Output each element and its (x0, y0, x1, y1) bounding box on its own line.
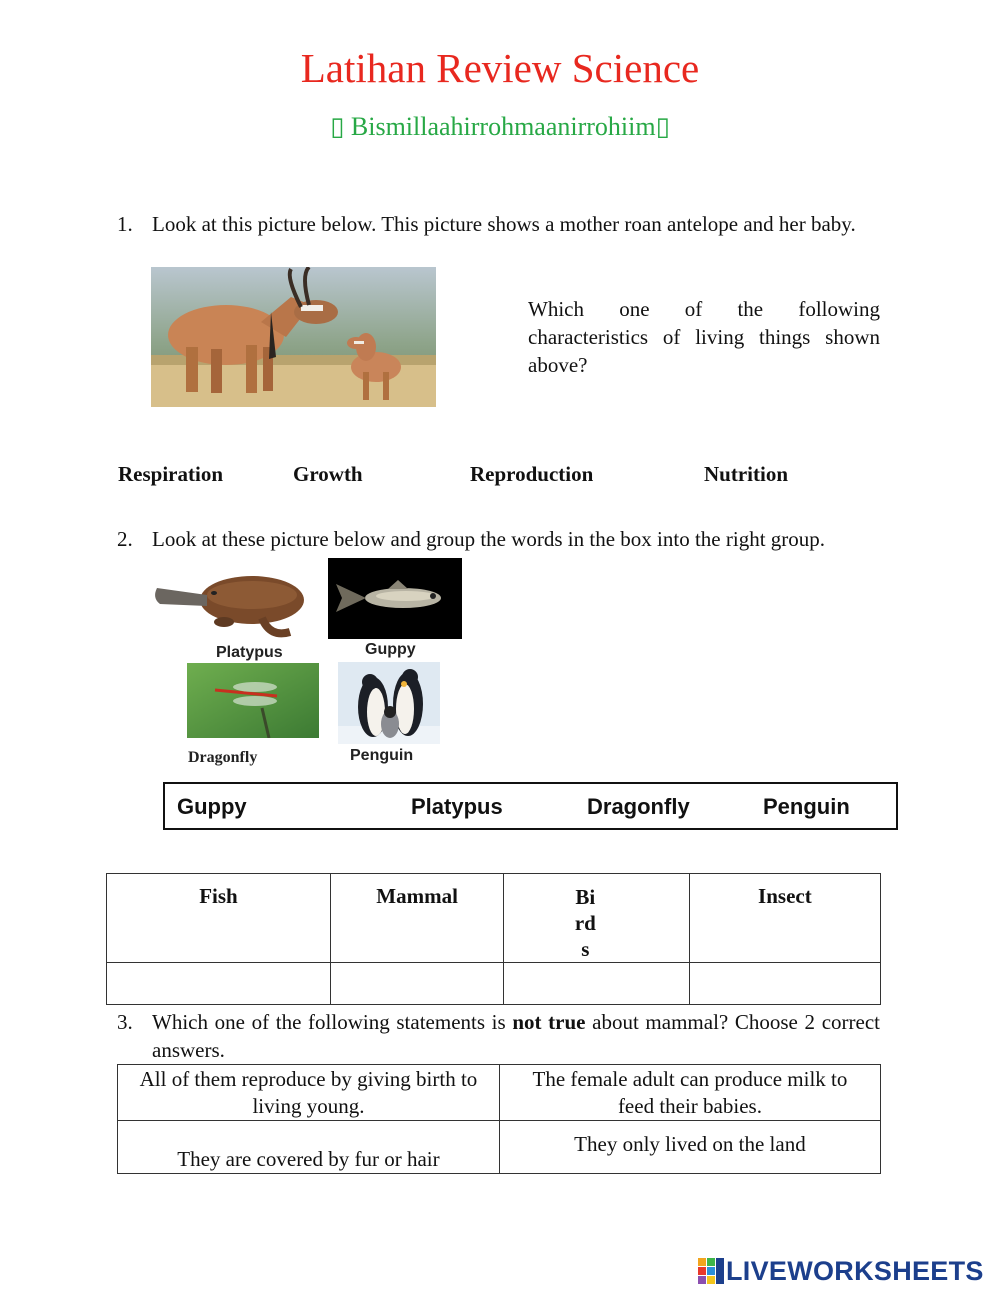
word-dragonfly[interactable]: Dragonfly (587, 794, 690, 819)
question-1-number: 1. (117, 212, 133, 236)
question-2-text: Look at these picture below and group the words in the box into the right group. (152, 527, 826, 551)
word-platypus[interactable]: Platypus (411, 794, 503, 819)
header-insect: Insect (689, 874, 880, 963)
question-1-side-question: Which one of the following characteristics of living things shown above? (528, 297, 880, 377)
dragonfly-caption: Dragonfly (188, 749, 258, 766)
header-birds (504, 874, 689, 963)
question-2-number: 2. (117, 527, 133, 551)
penguin-caption: Penguin (350, 747, 414, 764)
antelope-photo (151, 267, 436, 407)
question-3-number: 3. (117, 1010, 133, 1034)
drop-cell-birds[interactable] (504, 963, 689, 1005)
platypus-caption: Platypus (216, 644, 283, 661)
word-guppy[interactable]: Guppy (177, 794, 247, 819)
question-3-text (152, 1008, 880, 1064)
answers-row-2 (118, 1121, 881, 1174)
header-birds-label: Bird s (574, 885, 596, 961)
word-penguin[interactable]: Penguin (763, 794, 850, 819)
header-mammal: Mammal (330, 874, 503, 963)
option-reproduction[interactable]: Reproduction (470, 462, 594, 486)
question-3-text-bold: not true (512, 1010, 586, 1034)
answers-row-1 (118, 1065, 881, 1121)
drop-cell-mammal[interactable] (330, 963, 503, 1005)
liveworksheets-logo-text: LIVEWORKSHEETS (726, 1255, 984, 1286)
guppy-caption: Guppy (365, 641, 416, 658)
answer-fur-hair[interactable]: They are covered by fur or hair (118, 1121, 500, 1174)
question-1-text: Look at this picture below. This picture shows a mother roan antelope and her baby. (152, 212, 856, 236)
option-nutrition[interactable]: Nutrition (704, 462, 788, 486)
answers-table (117, 1064, 881, 1174)
option-respiration[interactable]: Respiration (118, 462, 223, 486)
liveworksheets-logo (698, 1256, 984, 1286)
answer-giving-birth[interactable]: All of them reproduce by giving birth to living young. (118, 1065, 500, 1121)
question-3-text-before: Which one of the following statements is (152, 1010, 513, 1034)
penguin-photo (338, 662, 440, 744)
grouping-table-header-row (107, 874, 881, 963)
answer-only-land[interactable]: They only lived on the land (499, 1121, 880, 1174)
guppy-photo (328, 558, 462, 639)
drop-cell-fish[interactable] (107, 963, 331, 1005)
grouping-table (106, 873, 881, 1005)
liveworksheets-logo-icon (698, 1258, 724, 1284)
dragonfly-photo (187, 663, 319, 738)
platypus-photo (152, 560, 314, 642)
drop-cell-insect[interactable] (689, 963, 880, 1005)
grouping-table-drop-row (107, 963, 881, 1005)
question-3-text-after: about mammal? Choose 2 correct answers. (152, 1010, 880, 1062)
page-subtitle: ▯ Bismillaahirrohmaanirrohiim▯ (330, 112, 670, 141)
page-title: Latihan Review Science (300, 45, 700, 91)
header-fish: Fish (107, 874, 331, 963)
word-box (163, 782, 898, 830)
option-growth[interactable]: Growth (293, 462, 363, 486)
answer-produce-milk[interactable]: The female adult can produce milk to feed their babies. (499, 1065, 880, 1121)
